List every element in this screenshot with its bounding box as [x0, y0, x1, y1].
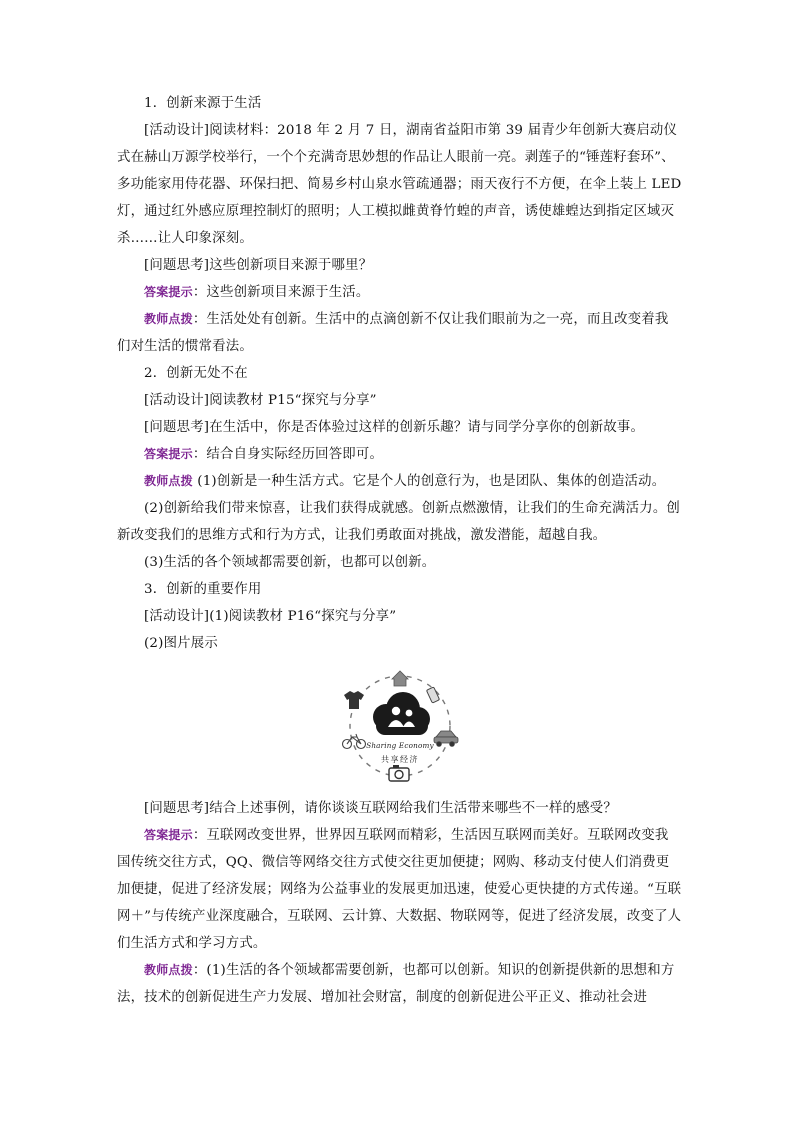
section-3-activity: [活动设计](1)阅读教材 P16“探究与分享”	[144, 609, 397, 624]
answer-text: ：这些创新项目来源于生活。	[192, 285, 370, 300]
section-2-answer	[117, 441, 682, 468]
sharing-economy-figure	[117, 665, 682, 787]
answer-label: 答案提示	[144, 828, 193, 842]
phone-icon	[426, 687, 439, 703]
section-2-teacher-3: (3)生活的各个领域都需要创新，也都可以创新。	[144, 555, 436, 570]
teacher-text: (1)创新是一种生活方式。它是个人的创意行为，也是团队、集体的创造活动。	[192, 474, 666, 489]
section-2-teacher-2: (2)创新给我们带来惊喜，让我们获得成就感。创新点燃激情，让我们的生命充满活力。创新改变我们的思维方式和行为方式，让我们勇敢面对挑战，激发潜能，超越自我。	[117, 501, 681, 543]
section-2-heading: 2．创新无处不在	[144, 366, 248, 381]
section-3-heading: 3．创新的重要作用	[144, 582, 262, 597]
figure-chinese: 共享经济	[380, 755, 419, 764]
document-body	[117, 90, 682, 1011]
section-1-answer	[117, 279, 682, 306]
section-2-teacher	[117, 468, 682, 495]
section-1-teacher	[117, 306, 682, 360]
section-3-activity-2: (2)图片展示	[144, 636, 218, 651]
teacher-label: 教师点拨	[144, 312, 193, 326]
answer-text: ：结合自身实际经历回答即可。	[192, 447, 384, 462]
teacher-text: ：(1)生活的各个领域都需要创新，也都可以创新。知识的创新提供新的思想和方法，技术的创新促进生产力发展、增加社会财富，制度的创新促进公平正义、推动社会进	[117, 963, 675, 1005]
section-3-question: [问题思考]结合上述事例，请你谈谈互联网给我们生活带来哪些不一样的感受？	[144, 801, 617, 816]
section-1-activity: [活动设计]阅读材料：2018 年 2 月 7 日，湖南省益阳市第 39 届青少年创新大赛启动仪式在赫山万源学校举行，一个个充满奇思妙想的作品让人眼前一亮。剥莲子的“锤莲籽套环”、多功能家用侍花器、环保扫把、简易乡村山泉水管疏通器；雨天夜行不方便，在伞上装上 LED 灯，通过红外感应原理控制灯的照明；人工模拟雌黄脊竹蝗的声音，诱使雄蝗达到指定区域灭杀……让人印象深刻。	[117, 123, 682, 246]
answer-text: ：互联网改变世界，世界因互联网而精彩，生活因互联网而美好。互联网改变我国传统交往方式，QQ、微信等网络交往方式使交往更加便捷；网购、移动支付使人们消费更加便捷，促进了经济发展；网络为公益事业的发展更加迅速，使爱心更快捷的方式传递。“互联网＋”与传统产业深度融合，互联网、云计算、大数据、物联网等，促进了经济发展，改变了人们生活方式和学习方式。	[117, 828, 682, 951]
car-icon	[434, 731, 458, 746]
section-2-question: [问题思考]在生活中，你是否体验过这样的创新乐趣？请与同学分享你的创新故事。	[144, 420, 645, 435]
section-3-teacher	[117, 957, 682, 1011]
teacher-text: ：生活处处有创新。生活中的点滴创新不仅让我们眼前为之一亮，而且改变着我们对生活的惯常看法。	[117, 312, 669, 354]
section-3-answer	[117, 822, 682, 957]
answer-label: 答案提示	[144, 285, 193, 299]
cloud-icon	[373, 692, 430, 735]
figure-english: Sharing Economy	[365, 741, 434, 750]
tshirt-icon	[344, 691, 364, 709]
answer-label: 答案提示	[144, 447, 193, 461]
section-1-question: [问题思考]这些创新项目来源于哪里？	[144, 258, 373, 273]
house-icon	[392, 671, 408, 686]
section-1-heading: 1．创新来源于生活	[144, 96, 262, 111]
sharing-economy-graphic	[338, 665, 462, 787]
teacher-label: 教师点拨	[144, 474, 193, 488]
camera-icon	[389, 765, 409, 781]
teacher-label: 教师点拨	[144, 963, 193, 977]
section-2-activity: [活动设计]阅读教材 P15“探究与分享”	[144, 393, 377, 408]
